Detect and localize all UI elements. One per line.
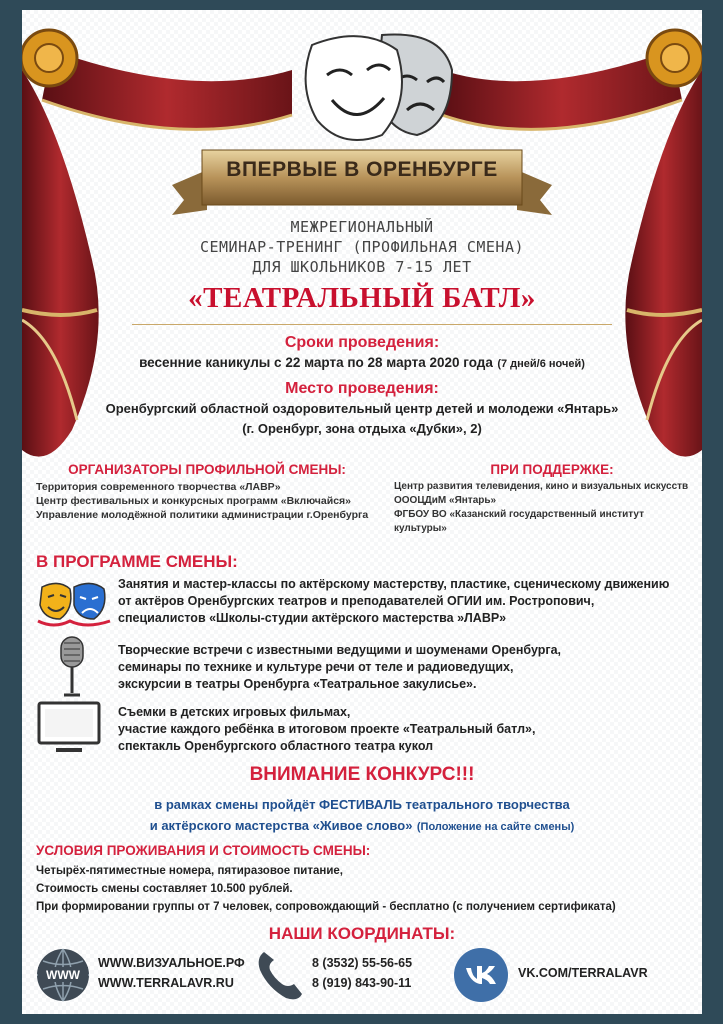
support-item: ФГБОУ ВО «Казанский государственный институт культуры»	[394, 509, 645, 534]
dates-block	[82, 354, 642, 372]
website-link-1[interactable]: WWW.ВИЗУАЛЬНОЕ.РФ	[98, 956, 245, 970]
support-heading: ПРИ ПОДДЕРЖКЕ:	[490, 462, 614, 477]
program-line: Творческие встречи с известными ведущими и шоуменами Оренбурга,	[118, 643, 562, 657]
conditions-line: Четырёх-пятиместные номера, пятиразовое питание,	[36, 865, 344, 877]
phone-number-1[interactable]: 8 (3532) 55-56-65	[312, 956, 413, 970]
organizer-item: Центр фестивальных и конкурсных программ «Включайся»	[36, 495, 351, 507]
first-in-orenburg-ribbon: ВПЕРВЫЕ В ОРЕНБУРГЕ	[226, 158, 498, 181]
website-link-2[interactable]: WWW.TERRALAVR.RU	[98, 976, 234, 990]
program-line: от актёров Оренбургских театров и преподавателей ОГИИ им. Ростропович,	[118, 594, 595, 608]
program-line: семинары по технике и культуре речи от теле и радиоведущих,	[118, 660, 514, 674]
contacts-heading: НАШИ КООРДИНАТЫ:	[268, 924, 456, 943]
tv-icon	[36, 700, 102, 755]
dates-heading: Сроки проведения:	[284, 334, 440, 351]
theater-masks-icon	[34, 575, 114, 630]
contest-line-2: и актёрского мастерства «Живое слово»	[149, 818, 413, 833]
subtitle-line-3: ДЛЯ ШКОЛЬНИКОВ 7-15 ЛЕТ	[252, 258, 472, 276]
conditions-heading: УСЛОВИЯ ПРОЖИВАНИЯ И СТОИМОСТЬ СМЕНЫ:	[36, 843, 371, 858]
phones	[312, 953, 412, 993]
support-item: ОООЦДиМ «Янтарь»	[394, 495, 497, 506]
program-line: экскурсии в театры Оренбурга «Театральное закулисье».	[118, 677, 477, 691]
program-item-films	[118, 704, 698, 755]
program-item-meetings	[118, 642, 698, 693]
conditions-line: Стоимость смены составляет 10.500 рублей.	[36, 883, 293, 895]
contest-line-2-block	[82, 817, 642, 835]
place-line-1: Оренбургский областной оздоровительный центр детей и молодежи «Янтарь»	[105, 401, 619, 416]
place-heading: Место проведения:	[285, 380, 439, 397]
globe-www-icon	[34, 946, 92, 1004]
organizer-item: Управление молодёжной политики администрации г.Оренбурга	[36, 509, 369, 521]
poster	[22, 10, 702, 1014]
program-heading: В ПРОГРАММЕ СМЕНЫ:	[36, 552, 238, 571]
vk-icon	[452, 946, 510, 1004]
contest-line-1: в рамках смены пройдёт ФЕСТИВАЛЬ театрального творчества	[154, 797, 570, 812]
support-item: Центр развития телевидения, кино и визуальных искусств	[394, 481, 689, 492]
conditions-line: При формировании группы от 7 человек, сопровождающий - бесплатно (с получением сертификата)	[36, 901, 616, 913]
event-title: «ТЕАТРАЛЬНЫЙ БАТЛ»	[188, 282, 536, 314]
microphone-icon	[52, 635, 92, 700]
program-line: участие каждого ребёнка в итоговом проекте «Театральный батл»,	[118, 722, 536, 736]
phone-number-2[interactable]: 8 (919) 843-90-11	[312, 976, 412, 990]
conditions-list	[36, 862, 696, 916]
program-line: Съемки в детских игровых фильмах,	[118, 705, 351, 719]
support-list	[394, 480, 699, 536]
program-line: Занятия и мастер-классы по актёрскому мастерству, пластике, сценическому движению	[118, 577, 670, 591]
websites	[98, 953, 245, 993]
program-item-acting	[118, 576, 698, 627]
vk-link[interactable]: VK.COM/TERRALAVR	[518, 966, 648, 980]
program-line: специалистов «Школы-студии актёрского мастерства »ЛАВР»	[118, 611, 507, 625]
title-divider	[132, 324, 612, 325]
phone-icon	[254, 948, 304, 1003]
contest-note: (Положение на сайте смены)	[416, 821, 575, 833]
organizers-list	[36, 480, 386, 522]
program-line: спектакль Оренбургского областного театра кукол	[118, 739, 434, 753]
subtitle-line-1: МЕЖРЕГИОНАЛЬНЫЙ	[290, 218, 434, 236]
dates-note: (7 дней/6 ночей)	[497, 358, 585, 370]
organizers-heading: ОРГАНИЗАТОРЫ ПРОФИЛЬНОЙ СМЕНЫ:	[68, 462, 346, 477]
dates-text: весенние каникулы с 22 марта по 28 марта 2020 года	[139, 355, 493, 370]
theater-masks-header-icon	[306, 34, 452, 140]
organizer-item: Территория современного творчества «ЛАВР»	[36, 481, 281, 493]
contest-heading: ВНИМАНИЕ КОНКУРС!!!	[249, 764, 475, 785]
place-line-2: (г. Оренбург, зона отдыха «Дубки», 2)	[242, 421, 482, 436]
www-badge: WWW	[46, 968, 80, 982]
subtitle-line-2: СЕМИНАР-ТРЕНИНГ (ПРОФИЛЬНАЯ СМЕНА)	[199, 238, 525, 256]
